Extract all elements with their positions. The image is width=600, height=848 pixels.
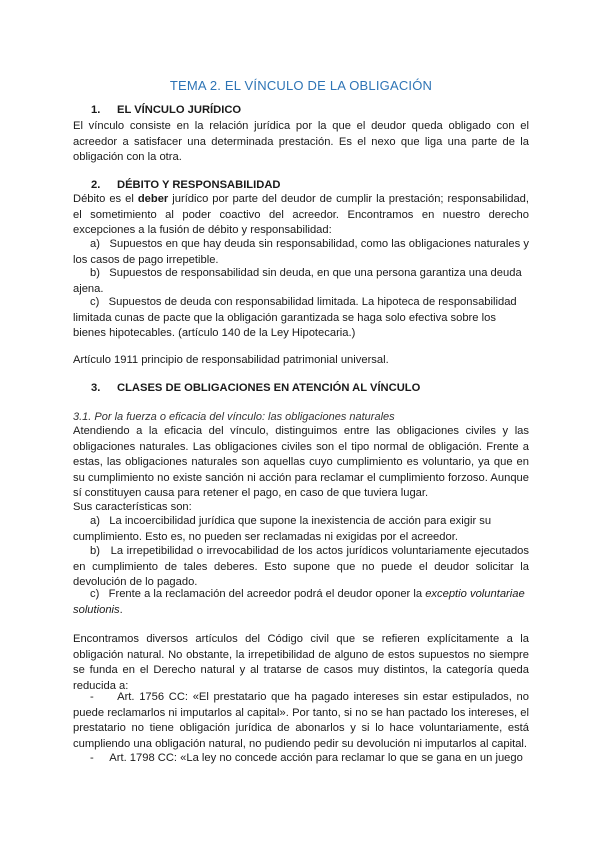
section-2-heading [91,179,281,191]
subsection-3-1-heading: 3.1. Por la fuerza o eficacia del vínculo: las obligaciones naturales [73,411,395,423]
civil-code-paragraph: Encontramos diversos artículos del Código civil que se refieren explícitamente a la obligación natural. No obstante, la irrepetibilidad de alguno de estos supuestos no siempre se funda en el Derecho natural y al tratarse de casos muy distintos, la categoría queda reducida a: [73,633,529,692]
feature-c-end: . [119,603,123,616]
document-title: TEMA 2. EL VÍNCULO DE LA OBLIGACIÓN [169,78,433,93]
section-3-body: Atendiendo a la eficacia del vínculo, distinguimos entre las obligaciones civiles y las obligaciones naturales. Las obligaciones civiles son el tipo normal de obligación. Frente a estas, las obligaciones naturales son aquellas cuyo cumplimiento es voluntario, ya que en su cumplimiento no existe sanción ni acción para reclamar el cumplimiento forzoso. Aunque sí constituyen causa para retener el pago, en caso de que tuviera lugar. [73,425,529,500]
section-2-title: DÉBITO Y RESPONSABILIDAD [117,179,281,191]
section-1-heading [91,104,241,116]
section-2-intro-start: Débito es el [73,193,138,205]
article-1756-item: - Art. 1756 CC: «El prestatario que ha pagado intereses sin estar estipulados, no puede reclamarlos ni imputarlos al capital». Por tanto, si no se han pactado los intereses, el prestatario no tiene obligación jurídica de abonarlos y si lo hace voluntariamente, está cumpliendo una obligación natural, no pudiendo pedir su devolución ni imputarlos al capital. [73,691,529,750]
section-1-body: El vínculo consiste en la relación jurídica por la que el deudor queda obligado con el acreedor a satisfacer una determinada prestación. Es el nexo que liga una parte de la obligación con la otra. [73,120,529,164]
section-1-number: 1. [91,104,101,116]
feature-b: b) La irrepetibilidad o irrevocabilidad de los actos jurídicos voluntariamente ejecutados en cumplimiento de tales deberes. Esto supone que no puede el deudor solicitar la devolución de lo pagado. [73,545,529,589]
exceptio-term: exceptio voluntariae solutionis [73,588,525,616]
deber-term: deber [137,193,169,205]
section-2-item-a: a) Supuestos en que hay deuda sin responsabilidad, como las obligaciones naturales y los casos de pago irrepetible. [73,238,529,266]
section-2-item-c: c) Supuestos de deuda con responsabilidad limitada. La hipoteca de responsabilidad limitada cunas de pacte que la obligación garantizada se haga solo efectiva sobre los bienes hipotecables. (artículo 140 de la Ley Hipotecaria.) [73,296,517,340]
article-1798-item: - Art. 1798 CC: «La ley no concede acción para reclamar lo que se gana en un juego [90,752,523,764]
section-3-number: 3. [91,382,101,394]
section-2-item-b: b) Supuestos de responsabilidad sin deuda, en que una persona garantiza una deuda ajena. [73,267,522,295]
section-2-article-note: Artículo 1911 principio de responsabilidad patrimonial universal. [73,354,389,366]
section-3-heading [91,382,420,394]
feature-c-text: c) Frente a la reclamación del acreedor podrá el deudor oponer la [90,588,426,600]
feature-a: a) La incoercibilidad jurídica que supone la inexistencia de acción para exigir su cumplimiento. Esto es, no pueden ser reclamadas ni exigidas por el acreedor. [73,515,492,543]
feature-c [73,587,529,618]
section-3-title: CLASES DE OBLIGACIONES EN ATENCIÓN AL VÍNCULO [117,382,421,394]
section-2-intro [73,192,529,239]
section-1-title: EL VÍNCULO JURÍDICO [117,104,242,116]
section-2-number: 2. [91,179,101,191]
section-2-intro-end: jurídico por parte del deudor de cumplir la prestación; responsabilidad, el sometimiento al poder coactivo del acreedor. Encontramos en nuestro derecho excepciones a la fusión de débito y responsabilidad: [73,193,529,237]
features-label: Sus características son: [73,501,192,513]
